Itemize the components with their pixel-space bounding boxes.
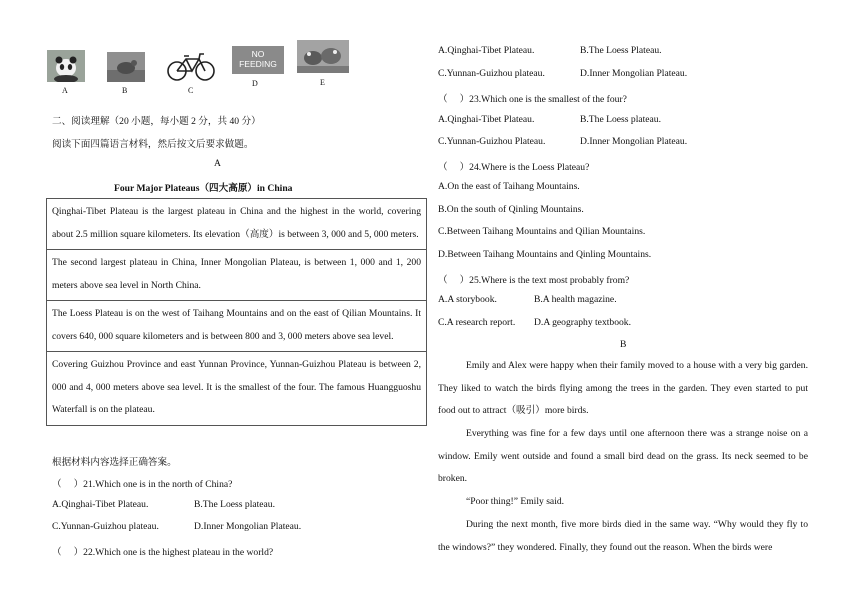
option-d[interactable]: D.Inner Mongolian Plateau. — [580, 136, 688, 147]
question-stem: （ ）23.Which one is the smallest of the four? — [438, 94, 627, 105]
option-d[interactable]: D.Between Taihang Mountains and Qinling Mountains. — [438, 249, 652, 260]
option-a[interactable]: A.Qinghai-Tibet Plateau. — [438, 114, 535, 125]
sign-line-1: NO — [251, 49, 265, 59]
option-c[interactable]: C.Yunnan-Guizhou plateau. — [438, 68, 545, 79]
picture-label-b: B — [122, 86, 128, 95]
table-row — [47, 301, 427, 352]
picture-label-a: A — [62, 86, 68, 95]
picture-label-d: D — [252, 79, 258, 88]
section-heading: 二、阅读理解（20 小题，每小题 2 分，共 40 分） — [52, 116, 261, 127]
sign-line-2: FEEDING — [239, 59, 277, 69]
panda-icon — [47, 50, 85, 82]
passage-b-paragraph: Emily and Alex were happy when their family moved to a house with a very big garden. They liked to watch the birds flying among the trees in the garden. They even started to put food out to attract（吸引）more birds. — [438, 360, 808, 417]
option-b[interactable]: B.The Loess plateau. — [580, 114, 661, 125]
no-feeding-sign — [232, 46, 284, 74]
panda-image — [47, 50, 85, 82]
plateau-text-qinghai-tibet: Qinghai-Tibet Plateau is the largest plateau in China and the highest in the world, covering about 2.5 million square kilometers. Its elevation（高度）is between 3, 000 and 5, 000 meters. — [47, 199, 427, 250]
picture-label-e: E — [320, 78, 325, 87]
table-row — [47, 199, 427, 250]
plateau-table — [46, 198, 427, 426]
table-row — [47, 250, 427, 301]
animals-photo-icon — [297, 40, 349, 73]
question-stem: （ ）21.Which one is in the north of China? — [52, 479, 233, 490]
option-d[interactable]: D.A geography textbook. — [534, 317, 631, 328]
option-b[interactable]: B.A health magazine. — [534, 294, 617, 305]
option-b[interactable]: B.The Loess Plateau. — [580, 45, 662, 56]
plateau-text-loess: The Loess Plateau is on the west of Taihang Mountains and on the east of Qilian Mountains. It covers 640, 000 square kilometers and is between 800 and 3, 000 meters above sea level. — [47, 301, 427, 352]
question-stem: （ ）22.Which one is the highest plateau in the world? — [52, 547, 274, 558]
question-stem: （ ）24.Where is the Loess Plateau? — [438, 162, 590, 173]
option-c[interactable]: C.Between Taihang Mountains and Qilian Mountains. — [438, 226, 646, 237]
option-c[interactable]: C.A research report. — [438, 317, 516, 328]
option-a[interactable]: A.A storybook. — [438, 294, 497, 305]
option-a[interactable]: A.Qinghai-Tibet Plateau. — [438, 45, 535, 56]
passage-b-letter: B — [620, 339, 627, 350]
passage-a-title: Four Major Plateaus（四大高原）in China — [114, 183, 293, 194]
option-c[interactable]: C.Yunnan-Guizhou plateau. — [52, 521, 159, 532]
plateau-text-inner-mongolian: The second largest plateau in China, Inner Mongolian Plateau, is between 1, 000 and 1, 200 meters above sea level in North China. — [47, 250, 427, 301]
passage-a-letter: A — [214, 158, 221, 169]
picture-label-c: C — [188, 86, 194, 95]
table-row — [47, 352, 427, 426]
option-c[interactable]: C.Yunnan-Guizhou Plateau. — [438, 136, 546, 147]
bicycle-icon — [166, 50, 216, 82]
animal-image-b — [107, 52, 145, 82]
option-a[interactable]: A.On the east of Taihang Mountains. — [438, 181, 580, 192]
option-a[interactable]: A.Qinghai-Tibet Plateau. — [52, 499, 149, 510]
animal-photo-icon — [107, 52, 145, 82]
passage-a-instruction: 根据材料内容选择正确答案。 — [52, 457, 177, 468]
passage-b-paragraph: “Poor thing!” Emily said. — [466, 496, 565, 507]
passage-b-paragraph: Everything was fine for a few days until one afternoon there was a strange noise on a window. Emily went outside and found a small bird dead on the grass. Its neck seemed to be broken. — [438, 428, 808, 485]
option-b[interactable]: B.On the south of Qinling Mountains. — [438, 204, 584, 215]
passage-b-paragraph: During the next month, five more birds died in the same way. “Why would they fly to the windows?” they wondered. Finally, they found out the reason. When the birds were — [438, 519, 808, 553]
question-stem: （ ）25.Where is the text most probably from? — [438, 275, 630, 286]
option-b[interactable]: B.The Loess plateau. — [194, 499, 275, 510]
option-d[interactable]: D.Inner Mongolian Plateau. — [580, 68, 688, 79]
option-d[interactable]: D.Inner Mongolian Plateau. — [194, 521, 302, 532]
animals-image-e — [297, 40, 349, 73]
plateau-text-yunnan-guizhou: Covering Guizhou Province and east Yunnan Province, Yunnan-Guizhou Plateau is between 2, 000 and 4, 000 meters above sea level. It is the smallest of the four. The famous Huangguoshu Waterfall is on the plateau. — [47, 352, 427, 426]
bicycle-image — [166, 50, 216, 82]
section-instruction: 阅读下面四篇语言材料，然后按文后要求做题。 — [52, 139, 254, 150]
